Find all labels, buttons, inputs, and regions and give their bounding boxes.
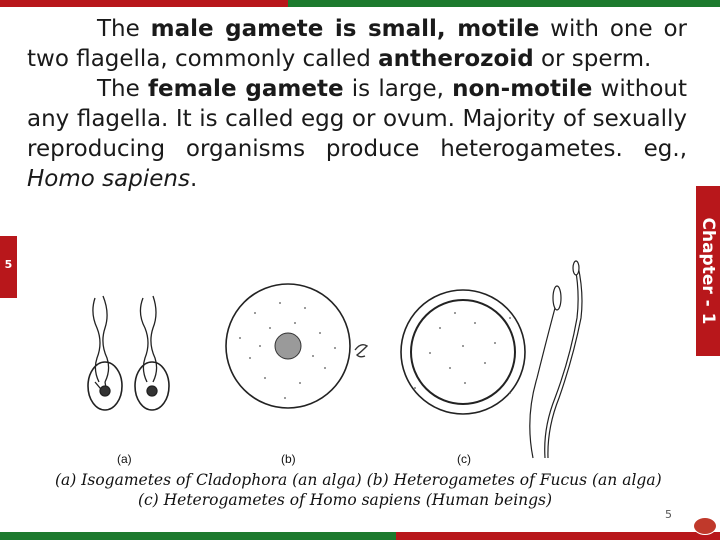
- label-b: (b): [281, 452, 296, 466]
- fucus-egg-drawing: [226, 284, 367, 408]
- bottom-bar-red: [396, 532, 720, 540]
- chapter-label: Chapter - 1: [698, 217, 718, 325]
- top-bar-green: [288, 0, 720, 7]
- bold-run: male gamete is small, motile: [150, 16, 540, 42]
- top-color-bar: [0, 0, 720, 7]
- label-a: (a): [117, 452, 132, 466]
- caption-line-1: (a) Isogametes of Cladophora (an alga) (b) Heterogametes of Fucus (an alga): [55, 471, 662, 489]
- left-tab-number: 5: [4, 258, 13, 271]
- gametes-figure: [55, 258, 675, 470]
- caption-line-2: (c) Heterogametes of Homo sapiens (Human beings): [137, 491, 553, 509]
- text-run: with one or two flagella, commonly called: [27, 16, 688, 72]
- italic-run: Homo sapiens: [27, 166, 190, 192]
- left-page-tab: [0, 236, 17, 298]
- figure-caption: [55, 470, 662, 510]
- human-gametes-drawing: [401, 261, 582, 458]
- text-run: The: [97, 76, 148, 102]
- chapter-side-tab: [696, 186, 720, 356]
- text-run: without any flagella. It is called egg or ovum. Majority of sexually reproducing organisms produce heterogametes. eg.,: [27, 76, 687, 162]
- slide-body: [27, 14, 687, 194]
- text-run: The: [97, 16, 151, 42]
- label-c: (c): [457, 452, 471, 466]
- isogametes-drawing: [88, 296, 169, 410]
- bold-run: female gamete: [147, 76, 344, 102]
- text-run: .: [189, 166, 198, 192]
- text-run: is large,: [343, 76, 453, 102]
- bold-run: non-motile: [452, 76, 593, 102]
- bottom-color-bar: [0, 532, 720, 540]
- bottom-bar-green: [0, 532, 396, 540]
- bold-run: antherozoid: [378, 46, 534, 72]
- paragraph-female-gamete: [27, 74, 687, 194]
- text-run: or sperm.: [533, 46, 652, 72]
- top-bar-red: [0, 0, 288, 7]
- logo-icon: [693, 517, 717, 535]
- paragraph-male-gamete: [27, 14, 687, 74]
- page-number: 5: [665, 508, 672, 521]
